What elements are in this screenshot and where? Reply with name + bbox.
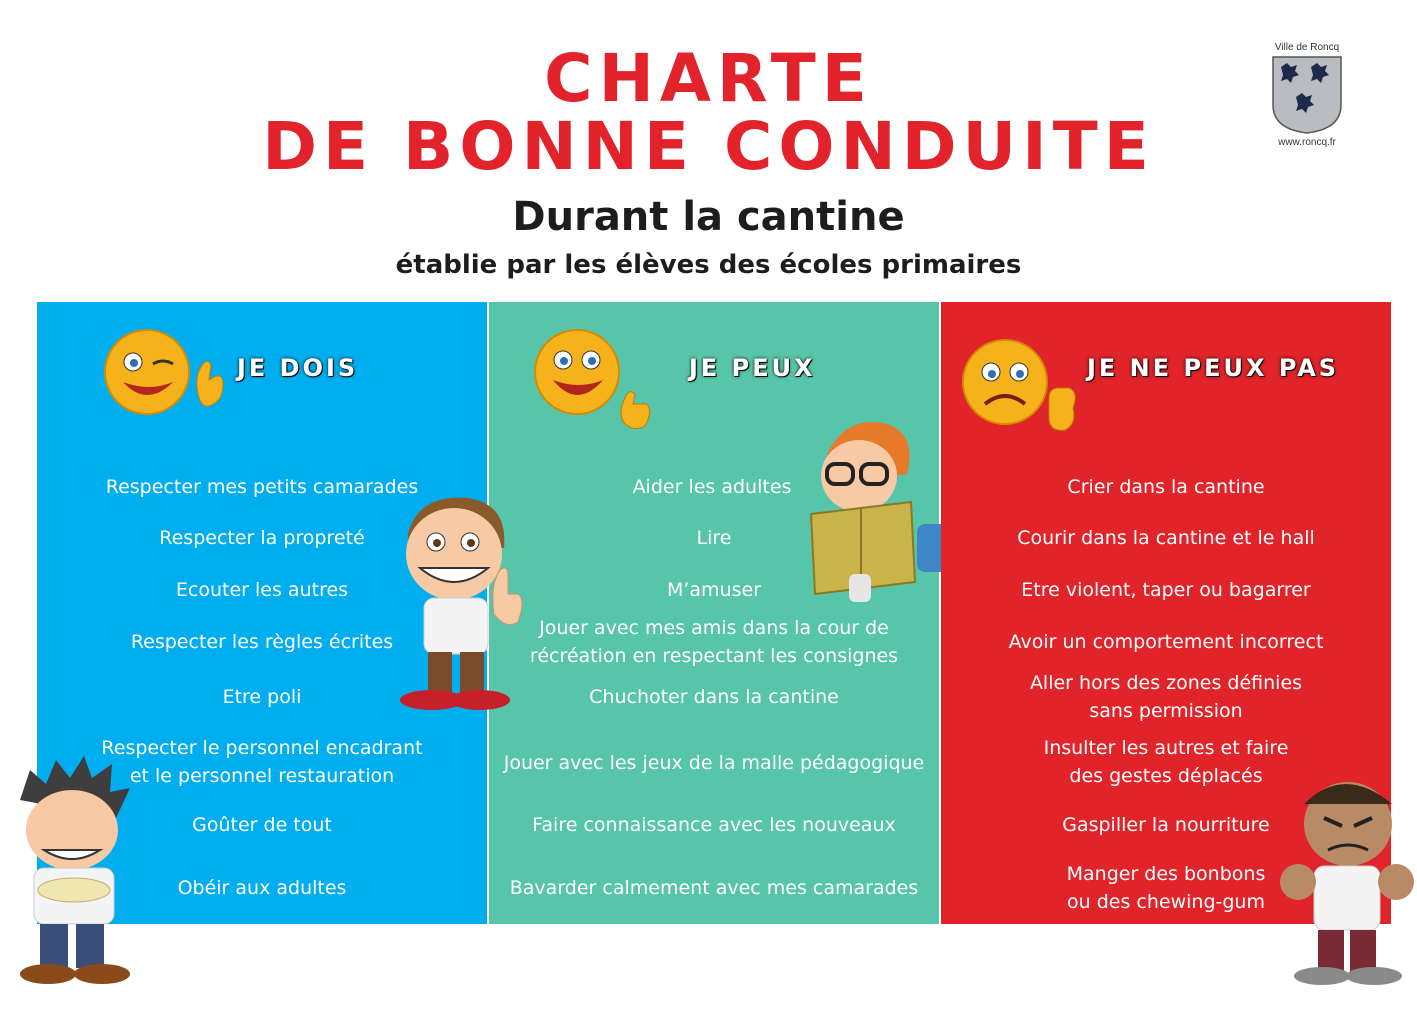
title-line-2: DE BONNE CONDUITE (262, 108, 1155, 185)
rule-item: Chuchoter dans la cantine (589, 686, 839, 708)
rule-item: Aller hors des zones définies sans permission (1029, 672, 1303, 722)
heading-je-ne-peux-pas: JE NE PEUX PAS (1087, 354, 1340, 382)
rule-item: Avoir un comportement incorrect (1008, 631, 1324, 653)
rule-item: M’amuser (666, 579, 762, 601)
rule-item: Lire (696, 527, 732, 549)
heading-je-dois: JE DOIS (237, 354, 359, 382)
rule-item: Bavarder calmement avec mes camarades (509, 877, 919, 899)
logo-url: www.roncq.fr (1278, 137, 1336, 148)
rule-item: Insulter les autres et faire des gestes déplacés (1043, 737, 1289, 787)
column-je-peux (489, 302, 939, 924)
boy-with-bowl-icon (10, 756, 150, 988)
rule-item: Etre poli (222, 686, 302, 708)
rule-item: Respecter la propreté (159, 527, 365, 549)
rule-item: Respecter mes petits camarades (105, 476, 419, 498)
rule-item: Jouer avec mes amis dans la cour de récréation en respectant les consignes (529, 617, 899, 667)
rule-item: Courir dans la cantine et le hall (1017, 527, 1315, 549)
angry-boy-icon (1278, 774, 1416, 988)
heading-je-peux: JE PEUX (689, 354, 816, 382)
winking-smiley-icon (103, 328, 233, 418)
rule-item: Gaspiller la nourriture (1062, 814, 1270, 836)
rule-item: Respecter les règles écrites (130, 631, 394, 653)
rule-item: Manger des bonbons ou des chewing-gum (1066, 863, 1266, 913)
rule-item: Jouer avec les jeux de la malle pédagogique (503, 752, 925, 774)
subtitle: Durant la cantine (512, 194, 905, 240)
rule-item: Etre violent, taper ou bagarrer (1021, 579, 1311, 601)
rule-item: Obéir aux adultes (177, 877, 347, 899)
rule-item: Respecter le personnel encadrant et le personnel restauration (101, 737, 423, 787)
sad-smiley-icon (961, 338, 1081, 438)
rule-item: Faire connaissance avec les nouveaux (532, 814, 896, 836)
title-line-1: CHARTE (544, 40, 873, 117)
reading-girl-icon (797, 414, 962, 609)
rule-item: Crier dans la cantine (1067, 476, 1265, 498)
town-logo (1262, 42, 1352, 148)
thumbs-up-boy-icon (384, 494, 534, 718)
tagline: établie par les élèves des écoles primaires (395, 250, 1022, 280)
smiling-smiley-icon (533, 328, 663, 438)
logo-town-name: Ville de Roncq (1274, 42, 1340, 53)
rule-item: Aider les adultes (632, 476, 792, 498)
rule-item: Ecouter les autres (175, 579, 349, 601)
coat-of-arms-icon (1271, 55, 1343, 135)
rule-item: Goûter de tout (192, 814, 332, 836)
